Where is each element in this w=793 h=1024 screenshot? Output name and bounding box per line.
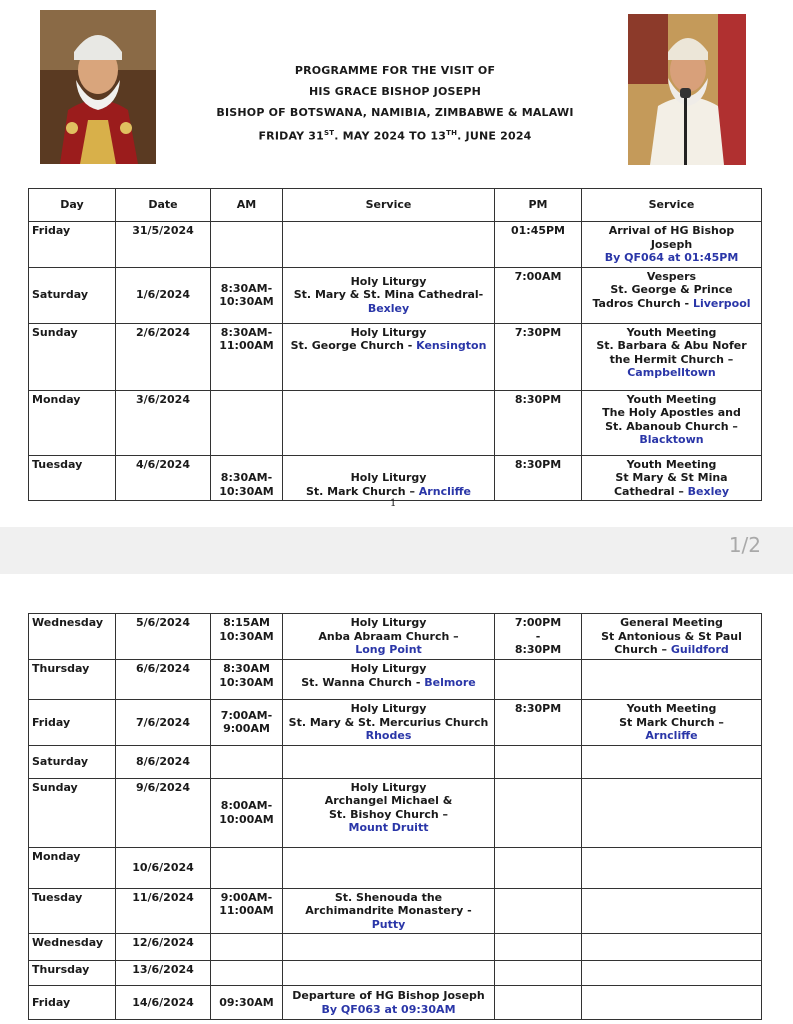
time-line: 8:30AM [223,662,270,675]
page-counter: 1/2 [728,533,761,557]
column-header-date: Date [116,189,211,222]
service-text: Joseph [650,237,693,251]
service-line [286,918,491,932]
date-cell: 3/6/2024 [116,390,211,455]
service-location: Kensington [416,339,487,352]
service-line [585,283,758,297]
time-line: 8:30AM- [220,471,273,484]
table-row [29,267,762,323]
day-cell: Friday [29,222,116,268]
service-text: Youth Meeting [626,702,717,715]
service-line [286,662,491,676]
service-text: Tadros Church - [592,296,693,310]
date-cell: 2/6/2024 [116,323,211,390]
am-time-cell [211,847,283,888]
service-line [585,251,758,265]
service-text: Bexley [367,301,410,315]
service-text: St. Mary & St. Mercurius Church [288,715,489,729]
service-text: Archimandrite Monastery - [305,904,472,917]
page-number: 1 [390,498,397,509]
am-time-cell [211,986,283,1020]
service-location: Guildford [670,643,729,656]
programme-header [170,60,620,147]
header-line-1: PROGRAMME FOR THE VISIT OF [294,64,496,77]
date-cell: 4/6/2024 [116,455,211,501]
service-line [286,781,491,795]
service-line [585,630,758,644]
am-time-cell [211,961,283,986]
service-text: Holy Liturgy [350,662,427,675]
time-line: 10:30AM [219,675,274,689]
table-row [29,390,762,455]
am-service-cell [283,700,495,746]
table-row [29,934,762,961]
time-line: 8:15AM [223,616,270,629]
service-line [585,326,758,340]
service-line [585,458,758,472]
service-line [585,485,758,499]
service-line [585,420,758,434]
table-row [29,745,762,778]
service-line [585,224,758,238]
time-line: 8:30PM [514,457,562,471]
pm-time-cell [495,455,582,501]
pm-service-cell [582,847,762,888]
date-cell: 7/6/2024 [116,700,211,746]
service-text: St Mary & St Mina [615,471,728,484]
service-line [585,471,758,485]
am-time-cell [211,323,283,390]
pm-time-cell [495,660,582,700]
service-text: Holy Liturgy [350,325,427,339]
time-line: 7:30PM [514,325,562,339]
service-text: St. Barbara & Abu Nofer [596,339,747,352]
time-line: 8:30AM- [220,281,273,295]
column-header-pm-service: Service [582,189,762,222]
pm-time-cell [495,934,582,961]
service-text: Holy Liturgy [350,702,427,715]
date-cell: 1/6/2024 [116,267,211,323]
time-line: 01:45PM [510,224,566,237]
time-line: 8:00AM- [220,799,273,812]
am-time-cell [211,267,283,323]
pm-time-cell [495,745,582,778]
date-cell: 14/6/2024 [116,986,211,1020]
service-line [286,275,491,289]
service-line [585,353,758,367]
pm-service-cell [582,961,762,986]
service-text: Campbelltown [627,366,716,379]
service-line [286,794,491,808]
table-row [29,455,762,501]
day-cell: Thursday [29,660,116,700]
am-service-cell [283,745,495,778]
service-line [286,904,491,918]
am-service-cell [283,390,495,455]
day-cell: Saturday [29,267,116,323]
pm-service-cell [582,267,762,323]
pm-service-cell [582,778,762,847]
pm-service-cell [582,934,762,961]
service-text: St. George & Prince [610,283,733,296]
service-line [286,989,491,1003]
service-line [286,616,491,630]
am-time-cell [211,222,283,268]
service-line [585,406,758,420]
service-line [585,729,758,743]
service-line [286,471,491,485]
service-text: Mount Druitt [348,821,429,834]
service-text: St. Mark Church – [305,484,419,498]
schedule-table-page-2 [28,613,762,1020]
service-text: Vespers [646,269,697,283]
service-text: Archangel Michael & [324,794,453,807]
day-cell: Wednesday [29,934,116,961]
am-service-cell [283,323,495,390]
page-separator [0,527,793,574]
service-line [286,339,491,353]
schedule-table-page-1 [28,188,762,501]
am-time-cell [211,745,283,778]
am-service-cell [283,222,495,268]
service-line [585,238,758,252]
am-time-cell [211,455,283,501]
service-line [286,288,491,302]
table-row [29,888,762,934]
day-cell: Tuesday [29,455,116,501]
pm-service-cell [582,986,762,1020]
service-line [286,643,491,657]
table-row [29,961,762,986]
table-row [29,847,762,888]
pm-time-cell [495,778,582,847]
service-line [585,366,758,380]
service-location: Liverpool [692,296,751,310]
service-text: Putty [371,917,406,931]
service-text: St. Mary & St. Mina Cathedral- [293,288,484,302]
column-header-pm: PM [495,189,582,222]
service-text: St Mark Church – [619,715,724,729]
pm-time-cell [495,222,582,268]
service-text: St Antonious & St Paul [601,629,742,643]
table-row [29,778,762,847]
service-line [286,485,491,499]
table-row [29,700,762,746]
am-time-cell [211,660,283,700]
service-text: General Meeting [620,616,723,629]
time-line: 9:00AM- [220,890,273,904]
table-row [29,323,762,390]
time-line: 7:00AM- [220,708,273,722]
time-line: 10:30AM [219,295,274,308]
pm-service-cell [582,455,762,501]
service-line [286,302,491,316]
service-text: Holy Liturgy [350,616,427,629]
service-text: Departure of HG Bishop Joseph [292,989,485,1002]
pm-time-cell [495,267,582,323]
service-text: Anba Abraam Church – [318,629,459,643]
service-text: Youth Meeting [626,457,717,471]
time-line: 10:00AM [219,812,274,826]
service-text: St. George Church - [290,339,417,352]
pm-service-cell [582,888,762,934]
bishop-photo-left [40,10,156,164]
service-line [585,297,758,311]
day-cell: Tuesday [29,888,116,934]
service-line [286,326,491,340]
am-time-cell [211,700,283,746]
date-cell: 5/6/2024 [116,614,211,660]
table-row [29,222,762,268]
am-time-cell [211,390,283,455]
date-cell: 9/6/2024 [116,778,211,847]
service-line [286,1003,491,1017]
service-text: St. Abanoub Church – [605,419,738,433]
day-cell: Sunday [29,778,116,847]
day-cell: Saturday [29,745,116,778]
pm-time-cell [495,614,582,660]
service-line [286,821,491,835]
service-line [286,630,491,644]
am-service-cell [283,986,495,1020]
service-text: St. Wanna Church - [301,675,425,689]
service-line [585,270,758,284]
date-cell: 11/6/2024 [116,888,211,934]
pm-time-cell [495,847,582,888]
service-text: St. Shenouda the [334,890,443,904]
day-cell: Friday [29,700,116,746]
time-line: 10:30AM [219,629,274,643]
date-cell: 31/5/2024 [116,222,211,268]
day-cell: Monday [29,847,116,888]
pm-time-cell [495,888,582,934]
table-header-row [29,189,762,222]
service-text: Youth Meeting [626,325,717,339]
service-text: Cathedral – [613,484,688,498]
time-line: 10:30AM [219,484,274,498]
date-cell: 13/6/2024 [116,961,211,986]
time-line: 8:30PM [514,643,562,656]
am-time-cell [211,778,283,847]
service-text: By QF064 at 01:45PM [604,251,739,264]
service-text: Holy Liturgy [350,471,427,484]
service-line [585,339,758,353]
pm-time-cell [495,986,582,1020]
service-text: Holy Liturgy [350,274,427,288]
time-line: 9:00AM [223,722,270,736]
time-line: 09:30AM [219,995,274,1009]
am-service-cell [283,660,495,700]
am-service-cell [283,267,495,323]
header-line-2: HIS GRACE BISHOP JOSEPH [308,85,482,98]
service-text: Blacktown [639,433,704,446]
service-text: By QF063 at 09:30AM [321,1002,456,1016]
day-cell: Friday [29,986,116,1020]
time-line: 8:30PM [514,392,562,406]
service-line [286,808,491,822]
table-row [29,660,762,700]
service-line [286,676,491,690]
service-line [585,433,758,447]
service-line [585,702,758,716]
time-line: 8:30PM [514,702,562,715]
pm-service-cell [582,222,762,268]
column-header-am-service: Service [283,189,495,222]
table-row [29,986,762,1020]
pm-time-cell [495,961,582,986]
am-time-cell [211,888,283,934]
am-time-cell [211,934,283,961]
am-service-cell [283,778,495,847]
service-text: Arrival of HG Bishop [608,224,735,237]
service-line [286,702,491,716]
service-text: Church – [614,643,671,656]
service-line [585,716,758,730]
time-line: - [535,629,541,643]
am-service-cell [283,934,495,961]
header-line-4: FRIDAY 31ST. MAY 2024 TO 13TH. JUNE 2024 [258,129,532,143]
bishop-photo-right [628,14,746,165]
column-header-day: Day [29,189,116,222]
table-row [29,614,762,660]
am-time-cell [211,614,283,660]
column-header-am: AM [211,189,283,222]
service-location: Bexley [687,484,730,498]
service-text: Rhodes [365,729,412,742]
time-line: 11:00AM [219,339,274,352]
date-cell: 12/6/2024 [116,934,211,961]
pm-service-cell [582,614,762,660]
time-line: 11:00AM [219,904,274,917]
service-text: Youth Meeting [626,392,717,406]
pm-service-cell [582,660,762,700]
service-text: Arncliffe [645,729,698,742]
service-text: Long Point [355,643,422,656]
service-line [286,716,491,730]
day-cell: Wednesday [29,614,116,660]
date-cell: 8/6/2024 [116,745,211,778]
service-text: the Hermit Church – [609,352,734,366]
service-line [585,393,758,407]
time-line: 7:00AM [514,269,562,283]
service-text: The Holy Apostles and [602,406,741,419]
time-line: 8:30AM- [220,325,273,339]
date-cell: 10/6/2024 [116,847,211,888]
am-service-cell [283,455,495,501]
service-line [585,643,758,657]
am-service-cell [283,847,495,888]
time-line: 7:00PM [514,616,562,629]
pm-service-cell [582,745,762,778]
pm-service-cell [582,700,762,746]
day-cell: Monday [29,390,116,455]
service-line [286,891,491,905]
pm-time-cell [495,700,582,746]
pm-time-cell [495,390,582,455]
service-text: St. Bishoy Church – [328,807,449,821]
date-cell: 6/6/2024 [116,660,211,700]
header-line-3: BISHOP OF BOTSWANA, NAMIBIA, ZIMBABWE & MALAWI [216,106,574,119]
service-line [585,616,758,630]
pm-time-cell [495,323,582,390]
am-service-cell [283,614,495,660]
service-line [286,729,491,743]
day-cell: Thursday [29,961,116,986]
service-location: Arncliffe [418,484,471,498]
am-service-cell [283,961,495,986]
service-location: Belmore [424,675,476,689]
pm-service-cell [582,390,762,455]
am-service-cell [283,888,495,934]
service-text: Holy Liturgy [350,780,427,794]
pm-service-cell [582,323,762,390]
day-cell: Sunday [29,323,116,390]
